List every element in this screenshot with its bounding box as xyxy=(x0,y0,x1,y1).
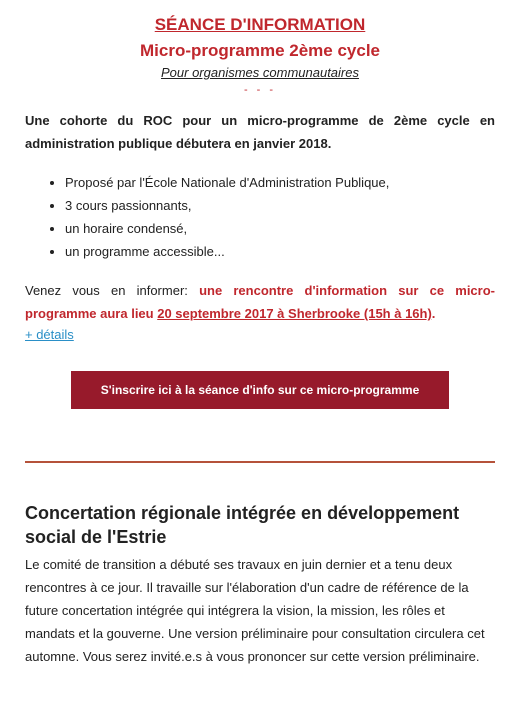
invite-highlight: une rencontre d'information sur ce micro-programme aura lieu xyxy=(25,283,495,321)
page-subtitle: Micro-programme 2ème cycle xyxy=(140,41,380,60)
newsletter-content xyxy=(0,14,531,668)
list-item: • un programme accessible... xyxy=(65,240,495,263)
section-divider xyxy=(25,461,495,463)
invite-lead: Venez vous en informer: xyxy=(25,283,200,298)
invite-end: . xyxy=(431,306,436,321)
section-body: Le comité de transition a débuté ses travaux en juin dernier et a tenu deux rencontres à ce jour. Il travaille sur l'élaboration d'un cadre de référence de la future concertation intégrée qui intégrera la vision, la mission, les rôles et mandats et la gouverne. Une version préliminaire pour consultation circulera cet automne. Vous serez invité.e.s à vous prononcer sur cette version préliminaire. xyxy=(25,557,485,664)
intro-paragraph: Une cohorte du ROC pour un micro-programme de 2ème cycle en administration publique débutera en janvier 2018. xyxy=(25,113,495,151)
list-item: • un horaire condensé, xyxy=(65,217,495,240)
section-title: Concertation régionale intégrée en développement social de l'Estrie xyxy=(25,503,460,547)
invite-paragraph xyxy=(25,279,495,325)
audience-label: Pour organismes communautaires xyxy=(161,65,359,80)
separator-dashes: - - - xyxy=(243,84,277,96)
register-button[interactable]: S'inscrire ici à la séance d'info sur ce micro-programme xyxy=(71,371,449,409)
page-title: SÉANCE D'INFORMATION xyxy=(154,15,366,34)
list-item: • Proposé par l'École Nationale d'Administration Publique, xyxy=(65,171,495,194)
invite-date: 20 septembre 2017 à Sherbrooke (15h à 16h) xyxy=(157,306,432,321)
details-link[interactable]: + détails xyxy=(25,327,74,342)
list-item: • 3 cours passionnants, xyxy=(65,194,495,217)
feature-list xyxy=(25,171,495,263)
cta-row xyxy=(25,371,495,409)
